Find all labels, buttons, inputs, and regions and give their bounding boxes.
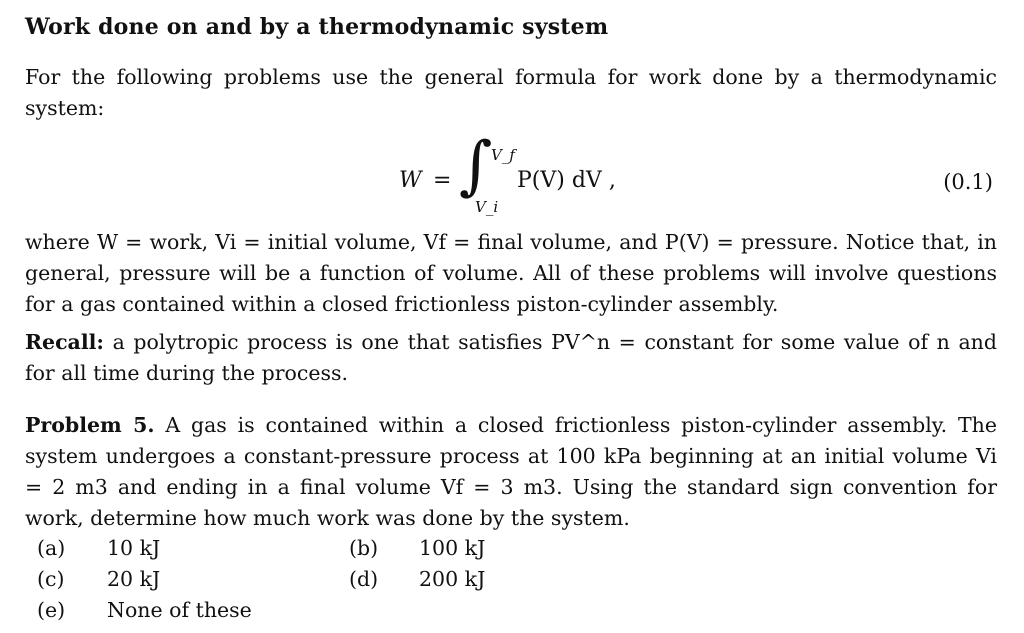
option-label: (e): [37, 598, 66, 622]
option-c[interactable]: [37, 567, 160, 598]
recall-label: Recall:: [25, 330, 104, 354]
option-a[interactable]: [37, 536, 160, 567]
option-d[interactable]: [349, 567, 485, 598]
option-label: (a): [37, 536, 66, 560]
recall-text: a polytropic process is one that satisfies PV^n = constant for some value of n and for all time during the process.: [25, 330, 997, 385]
integral-lower-limit: V_i: [475, 198, 499, 216]
integral-upper-limit: V_f: [491, 146, 515, 164]
equation-lhs: W: [399, 168, 422, 193]
equation-equals: =: [433, 168, 452, 193]
option-label: (d): [349, 567, 379, 591]
recall-paragraph: [25, 327, 997, 389]
option-label: (c): [37, 567, 65, 591]
option-e[interactable]: [37, 598, 252, 629]
option-text: 200 kJ: [419, 567, 486, 591]
integrand: P(V) dV ,: [517, 168, 616, 193]
work-equation: [25, 129, 997, 222]
where-paragraph: where W = work, Vi = initial volume, Vf = final volume, and P(V) = pressure. Notice that, in general, pressure will be a function of volume. All of these problems will involve questions for a gas contained within a closed frictionless piston-cylinder assembly.: [25, 230, 997, 316]
option-text: 20 kJ: [107, 567, 161, 591]
problem-paragraph: [25, 410, 997, 534]
intro-paragraph: For the following problems use the general formula for work done by a thermodynamic system:: [25, 65, 997, 120]
equation-number: (0.1): [943, 170, 993, 194]
integral-sign: ∫: [459, 129, 493, 203]
option-label: (b): [349, 536, 379, 560]
problem-text: A gas is contained within a closed frictionless piston-cylinder assembly. The system undergoes a constant-pressure process at 100 kPa beginning at an initial volume Vi = 2 m3 and ending in a final volume Vf = 3 m3. Using the standard sign convention for work, determine how much work was done by the system.: [25, 413, 997, 530]
option-text: None of these: [107, 598, 252, 622]
option-b[interactable]: [349, 536, 485, 567]
section-title: Work done on and by a thermodynamic system: [25, 14, 609, 40]
option-text: 10 kJ: [107, 536, 161, 560]
problem-label: Problem 5.: [25, 413, 155, 437]
option-text: 100 kJ: [419, 536, 486, 560]
